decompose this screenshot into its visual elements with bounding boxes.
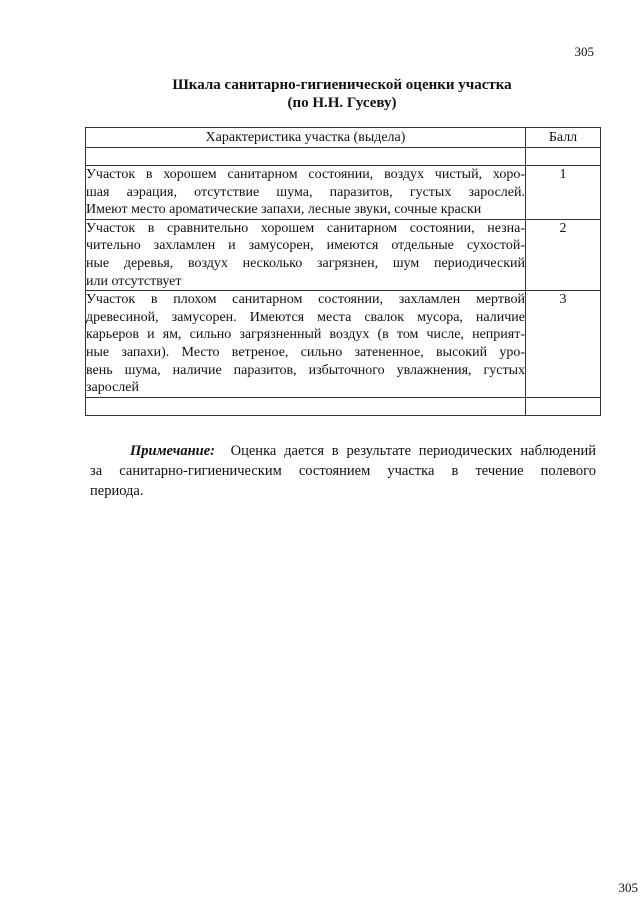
row-text-line: или отсутствует bbox=[86, 273, 182, 289]
blank-cell bbox=[526, 397, 601, 415]
row-text-line: шая аэрация, отсутствие шума, паразитов, густых зарослей. bbox=[86, 184, 525, 200]
row-description bbox=[86, 219, 526, 290]
table-blank-row bbox=[86, 148, 601, 166]
header-description: Характеристика участка (выдела) bbox=[86, 128, 526, 148]
table-header-row bbox=[86, 128, 601, 148]
title-line-2: (по Н.Н. Гусеву) bbox=[287, 95, 397, 111]
note-line: периода. bbox=[90, 483, 144, 499]
row-description bbox=[86, 291, 526, 398]
row-text-line: Участок в хорошем санитарном состоянии, воздух чистый, хоро- bbox=[86, 167, 525, 182]
header-score: Балл bbox=[526, 128, 601, 148]
title-line-1: Шкала санитарно-гигиенической оценки участка bbox=[172, 77, 512, 93]
row-text-line: зарослей bbox=[86, 380, 139, 396]
table-row bbox=[86, 291, 601, 398]
row-text-line: Участок в плохом санитарном состоянии, захламлен мертвой bbox=[86, 292, 525, 308]
note-text: Оценка дается в результате периодических наблюдений bbox=[230, 443, 597, 459]
note-paragraph bbox=[90, 441, 596, 501]
sanitary-scale-table bbox=[85, 127, 601, 416]
row-text-line: чительно захламлен и замусорен, имеются отдельные сухостой- bbox=[86, 238, 525, 254]
page-number-bottom: 305 bbox=[618, 880, 638, 895]
table-row bbox=[86, 219, 601, 290]
blank-cell bbox=[86, 148, 526, 166]
row-text-line: ные деревья, воздух несколько загрязнен, шум периодический bbox=[86, 255, 525, 271]
note-line: за санитарно-гигиеническим состоянием участка в течение полевого bbox=[90, 463, 596, 479]
row-text-line: Имеют место ароматические запахи, лесные звуки, сочные краски bbox=[86, 202, 482, 218]
table-blank-row bbox=[86, 397, 601, 415]
table-row bbox=[86, 166, 601, 220]
document-title bbox=[84, 76, 600, 112]
page-number-top: 305 bbox=[574, 44, 594, 59]
row-description bbox=[86, 166, 526, 220]
blank-cell bbox=[86, 397, 526, 415]
row-score: 3 bbox=[526, 291, 601, 398]
row-text-line: карьеров и ям, сильно загрязненный воздух (в том числе, неприят- bbox=[86, 327, 525, 343]
note-line bbox=[90, 441, 596, 461]
blank-cell bbox=[526, 148, 601, 166]
row-score: 2 bbox=[526, 219, 601, 290]
row-text-line: вень шума, наличие паразитов, избыточного увлажнения, густых bbox=[86, 362, 525, 378]
note-label: Примечание: bbox=[130, 443, 216, 459]
row-text-line: древесиной, замусорен. Имеются места свалок мусора, наличие bbox=[86, 309, 525, 325]
row-score: 1 bbox=[526, 166, 601, 220]
row-text-line: Участок в сравнительно хорошем санитарном состоянии, незна- bbox=[86, 220, 525, 236]
row-text-line: ные запахи). Место ветреное, сильно затененное, высокий уро- bbox=[86, 344, 525, 360]
